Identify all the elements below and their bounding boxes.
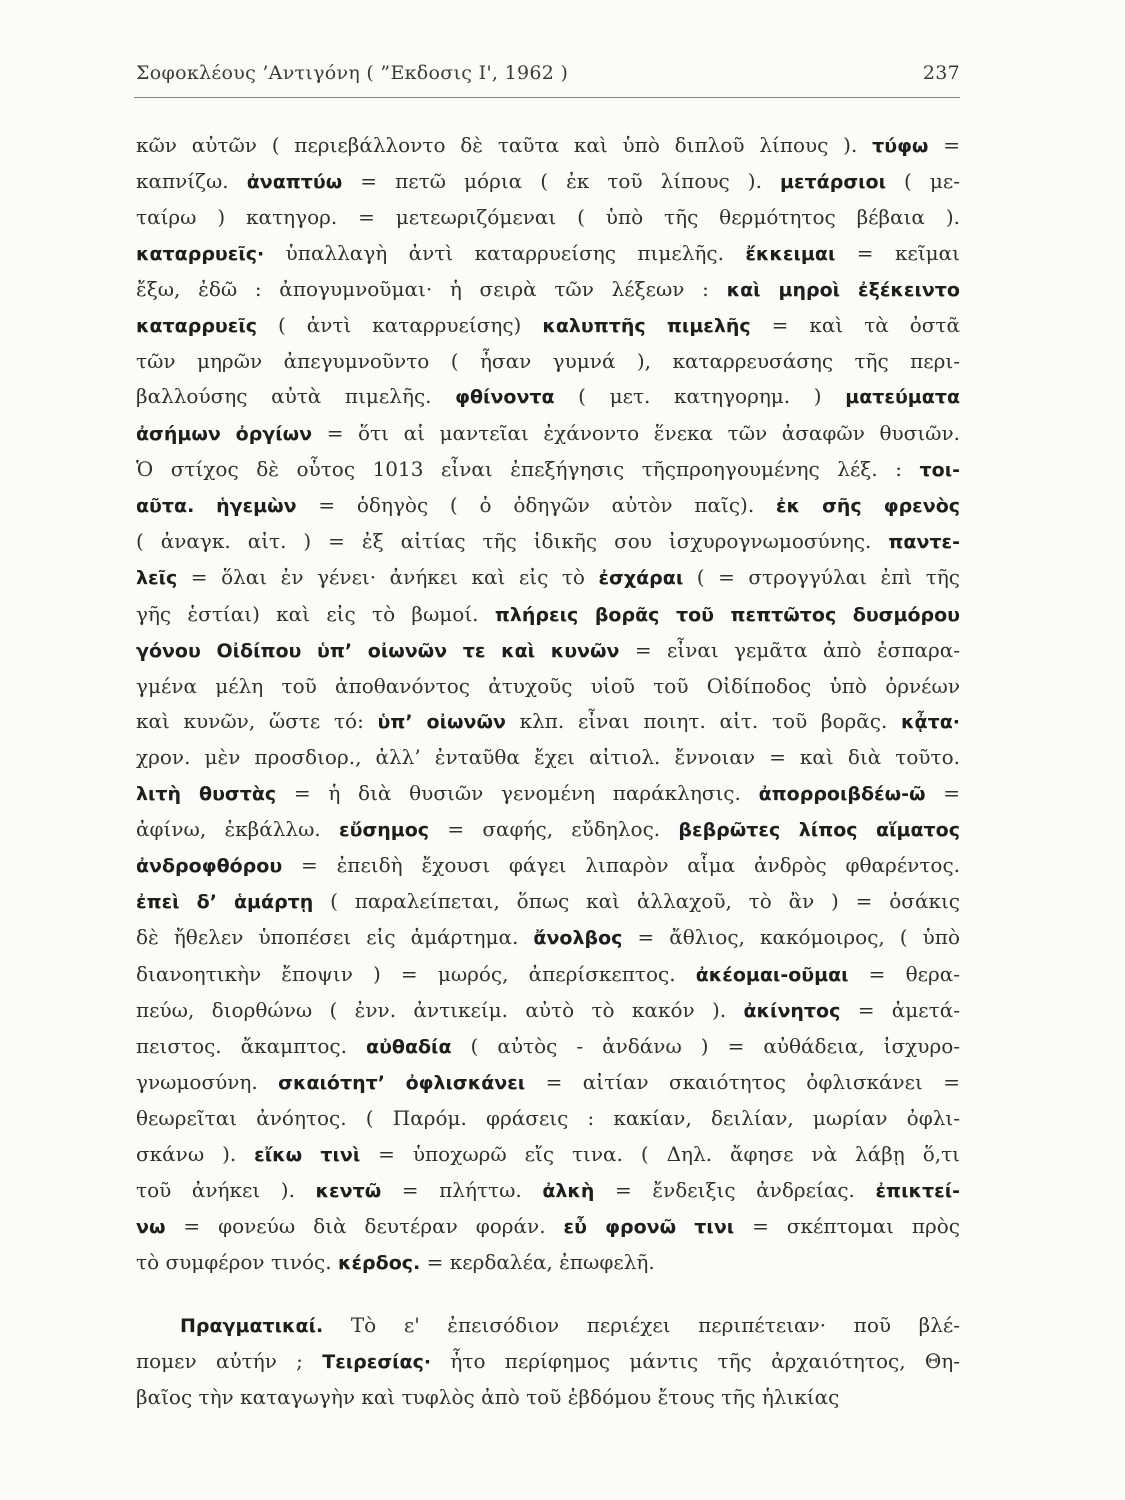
text-run: ( παραλείπεται, ὅπως καὶ ἀλλαχοῦ, τὸ ἂν ) = ὁσάκις <box>313 889 960 914</box>
text-line <box>136 704 960 740</box>
text-run <box>194 493 216 517</box>
lemma-term: ἀπορροιβδέω-ῶ <box>758 782 926 805</box>
text-line <box>136 1344 960 1380</box>
text-run: = ὅτι αἱ μαντεῖαι ἐχάνοντο ἕνεκα τῶν ἀσαφῶν θυσιῶν. <box>312 420 961 445</box>
text-line <box>136 884 960 920</box>
text-run: γῆς ἑστίαι) καὶ εἰς τὸ βωμοί. <box>136 601 495 626</box>
text-line <box>136 1308 960 1344</box>
text-run: θεωρεῖται ἀνόητος. ( Παρόμ. φράσεις : κακίαν, δειλίαν, μωρίαν ὀφλι- <box>136 1106 960 1131</box>
text-run: = ἔνδειξις ἀνδρείας. <box>594 1177 876 1202</box>
text-run: διανοητικὴν ἔποψιν ) = μωρός, ἀπερίσκεπτος. <box>136 961 696 986</box>
lemma-term: σκαιότητ’ ὀφλισκάνει <box>278 1072 526 1095</box>
text-line <box>136 993 960 1029</box>
text-run: καπνίζω. <box>136 169 247 194</box>
lemma-term: ἀνδροφθόρου <box>136 855 283 878</box>
text-run: ( μετ. κατηγορημ. ) <box>554 384 846 409</box>
lemma-term: εἴκω τινὶ <box>254 1143 361 1166</box>
lemma-term: ἐσχάραι <box>598 567 684 590</box>
text-run: ( ἀναγκ. αἰτ. ) = ἐξ αἰτίας τῆς ἰδικῆς σου ἰσχυρογνωμοσύνης. <box>136 529 889 554</box>
text-run: = ὑποχωρῶ εἴς τινα. ( Δηλ. ἄφησε νὰ λάβῃ ὅ,τι <box>360 1141 961 1166</box>
text-line <box>136 379 960 415</box>
lemma-term: εὔσημος <box>339 818 430 841</box>
text-run: = αἰτίαν σκαιότητος ὀφλισκάνει = <box>525 1070 961 1095</box>
text-line <box>136 560 960 596</box>
lemma-term: ἡγεμὼν <box>216 495 297 518</box>
lemma-term: κεντῶ <box>315 1179 382 1202</box>
lemma-term: λεῖς <box>136 567 178 590</box>
text-line <box>136 1101 960 1136</box>
page-number: 237 <box>922 62 960 84</box>
text-run: ἦτο περίφημος μάντις τῆς ἀρχαιότητος, Θη- <box>431 1348 960 1373</box>
text-run: = θερα- <box>848 961 960 986</box>
text-run: = <box>928 133 960 157</box>
lemma-term: αὐθαδία <box>366 1036 452 1059</box>
text-line <box>136 957 960 993</box>
lemma-term: ἀναπτύω <box>246 171 343 194</box>
lemma-term: ἐκ σῆς φρενὸς <box>775 495 961 518</box>
lemma-term: ἄνολβος <box>533 927 623 950</box>
text-line <box>136 669 960 704</box>
text-run: πεύω, διορθώνω ( ἐνν. ἀντικείμ. αὐτὸ τὸ κακόν ). <box>136 997 744 1022</box>
lemma-term: καλυπτῆς πιμελῆς <box>542 315 751 338</box>
running-header <box>136 62 960 84</box>
text-run: τοῦ ἀνήκει ). <box>136 1177 316 1202</box>
text-run: ( ἀντὶ καταρρυείσης) <box>257 313 543 338</box>
lemma-term: κέρδος. <box>337 1252 421 1275</box>
text-run: = πετῶ μόρια ( ἐκ τοῦ λίπους ). <box>342 169 780 194</box>
text-run: κλπ. εἶναι ποιητ. αἰτ. τοῦ βορᾶς. <box>505 709 902 734</box>
header-rule <box>134 97 960 98</box>
text-line <box>136 776 960 812</box>
text-run: = σαφής, εὔδηλος. <box>429 816 679 841</box>
text-line <box>136 272 960 308</box>
text-line <box>136 812 960 848</box>
text-run: ἔξω, ἐδῶ : ἀπογυμνοῦμαι· ἡ σειρὰ τῶν λέξεων : <box>136 276 727 301</box>
text-line <box>136 488 960 524</box>
text-line <box>136 524 960 560</box>
text-run: ταίρω ) κατηγορ. = μετεωριζόμεναι ( ὑπὸ τῆς θερμότητος βέβαια ). <box>136 205 960 230</box>
text-run: Ὁ στίχος δὲ οὗτος 1013 εἶναι ἐπεξήγησις τῆςπροηγουμένης λέξ. : <box>136 456 920 481</box>
lemma-term: φθίνοντα <box>455 386 555 409</box>
text-run: γμένα μέλη τοῦ ἀποθανόντος ἀτυχοῦς υἱοῦ τοῦ Οἰδίποδος ὑπὸ ὀρνέων <box>136 674 960 699</box>
lemma-term: νω <box>136 1216 166 1239</box>
lemma-term: λιτὴ θυστὰς <box>136 782 277 805</box>
text-line <box>136 344 960 379</box>
lemma-term: κᾆτα· <box>901 711 960 734</box>
lemma-term: ἀκέομαι-οῦμαι <box>695 963 849 986</box>
lemma-term: ἐπεὶ δ’ ἁμάρτῃ <box>136 891 314 914</box>
text-run: = ἀμετά- <box>840 997 960 1022</box>
text-run: = ἄθλιος, κακόμοιρος, ( ὑπὸ <box>622 925 960 950</box>
lemma-term: καταρρυεῖς <box>136 315 258 338</box>
lemma-term: βεβρῶτες λίπος αἵματος <box>678 818 960 841</box>
text-run: = φονεύω διὰ δευτέραν φοράν. <box>165 1214 564 1239</box>
text-run: δὲ ἤθελεν ὑποπέσει εἰς ἁμάρτημα. <box>136 925 534 950</box>
text-run: πειστος. ἄκαμπτος. <box>136 1034 367 1059</box>
text-run: = κεῖμαι <box>835 240 961 265</box>
lemma-term: τύφω <box>872 135 929 157</box>
text-line <box>136 308 960 344</box>
text-line <box>136 740 960 775</box>
text-line <box>136 128 960 164</box>
text-run: σκάνω ). <box>136 1141 255 1166</box>
text-line <box>136 633 960 669</box>
text-run: πομεν αὐτήν ; <box>136 1348 323 1373</box>
text-line <box>136 1065 960 1101</box>
text-run: τῶν μηρῶν ἀπεγυμνοῦντο ( ἦσαν γυμνά ), καταρρευσάσης τῆς περι- <box>136 349 960 374</box>
text-line <box>136 1173 960 1209</box>
text-line <box>136 848 960 884</box>
paragraph-pragmatikai <box>136 1308 960 1416</box>
lemma-term: τοι- <box>919 458 960 481</box>
text-line <box>136 1137 960 1173</box>
lemma-term: πλήρεις βορᾶς τοῦ πεπτῶτος δυσμόρου <box>494 603 960 626</box>
text-run: = ὅλαι ἐν γένει· ἀνήκει καὶ εἰς τὸ <box>177 565 599 590</box>
text-run: = ἡ διὰ θυσιῶν γενομένη παράκλησις. <box>276 780 759 805</box>
text-run: = καὶ τὰ ὀστᾶ <box>750 313 960 338</box>
lemma-term: καταρρυεῖς· <box>136 242 265 265</box>
lemma-term: ἀλκὴ <box>542 1179 595 1202</box>
text-run: τὸ συμφέρον τινός. <box>136 1250 338 1275</box>
text-run: = σκέπτομαι πρὸς <box>734 1214 960 1239</box>
lemma-term: παντε- <box>888 531 960 554</box>
text-line <box>136 1245 960 1281</box>
text-line <box>136 452 960 488</box>
text-run: = <box>925 780 960 805</box>
lemma-term: ματεύματα <box>845 386 960 409</box>
text-run: ( με- <box>885 169 960 194</box>
text-run: γνωμοσύνη. <box>136 1070 279 1095</box>
text-line <box>136 200 960 235</box>
text-run: ( = στρογγύλαι ἐπὶ τῆς <box>683 565 961 590</box>
text-line <box>136 1029 960 1065</box>
text-run: βαλλούσης αὐτὰ πιμελῆς. <box>136 384 456 409</box>
text-line <box>136 920 960 956</box>
lemma-term: γόνου Οἰδίπου ὑπ’ οἰωνῶν τε καὶ κυνῶν <box>136 639 620 662</box>
text-line <box>136 416 960 452</box>
lemma-term: αῦτα. <box>136 495 195 518</box>
commentary-body <box>136 128 960 1415</box>
text-run: καὶ κυνῶν, ὥστε τό: <box>136 709 378 734</box>
lemma-term: Πραγματικαί. <box>180 1314 324 1337</box>
header-title: Σοφοκλέους ’Αντιγόνη ( ”Εκδοσις Ι', 1962 ) <box>136 62 569 84</box>
text-line <box>136 1209 960 1245</box>
lemma-term: καὶ μηροὶ ἐξέκειντο <box>726 278 960 301</box>
lemma-term: εὖ φρονῶ τινι <box>563 1216 735 1239</box>
lemma-term: ἐπικτεί- <box>875 1179 960 1202</box>
text-run: = ἐπειδὴ ἔχουσι φάγει λιπαρὸν αἷμα ἀνδρὸς φθαρέντος. <box>282 853 960 878</box>
paragraph-notes <box>136 128 960 1282</box>
text-line <box>136 164 960 200</box>
lemma-term: Τειρεσίας· <box>322 1350 432 1373</box>
lemma-term: ὑπ’ οἰωνῶν <box>377 711 506 734</box>
text-run: ( αὐτὸς - ἁνδάνω ) = αὐθάδεια, ἰσχυρο- <box>451 1034 961 1059</box>
text-run: Τὸ ε' ἐπεισόδιον περιέχει περιπέτειαν· ποῦ βλέ- <box>323 1312 960 1337</box>
text-run: ἀφίνω, ἐκβάλλω. <box>136 816 340 841</box>
lemma-term: μετάρσιοι <box>779 171 886 194</box>
text-run: ὑπαλλαγὴ ἀντὶ καταρρυείσης πιμελῆς. <box>264 240 746 265</box>
text-run: = ὁδηγὸς ( ὁ ὁδηγῶν αὐτὸν παῖς). <box>296 493 776 518</box>
lemma-term: ἀκίνητος <box>743 999 841 1022</box>
text-run: = κερδαλέα, ἐπωφελῆ. <box>420 1250 655 1275</box>
lemma-term: ἔκκειμαι <box>745 242 836 265</box>
text-run: = εἶναι γεμᾶτα ἀπὸ ἐσπαρα- <box>619 637 960 662</box>
text-line <box>136 1380 960 1415</box>
text-run: χρον. μὲν προσδιορ., ἀλλ’ ἐνταῦθα ἔχει αἰτιολ. ἔννοιαν = καὶ διὰ τοῦτο. <box>136 745 960 770</box>
text-run: = πλήττω. <box>381 1177 543 1202</box>
text-line <box>136 597 960 633</box>
lemma-term: ἀσήμων ὀργίων <box>136 422 313 445</box>
text-run: βαῖος τὴν καταγωγὴν καὶ τυφλὸς ἀπὸ τοῦ ἑβδόμου ἔτους τῆς ἡλικίας <box>136 1384 840 1409</box>
text-line <box>136 236 960 272</box>
text-run: κῶν αὐτῶν ( περιεβάλλοντο δὲ ταῦτα καὶ ὑπὸ διπλοῦ λίπους ). <box>136 133 873 157</box>
